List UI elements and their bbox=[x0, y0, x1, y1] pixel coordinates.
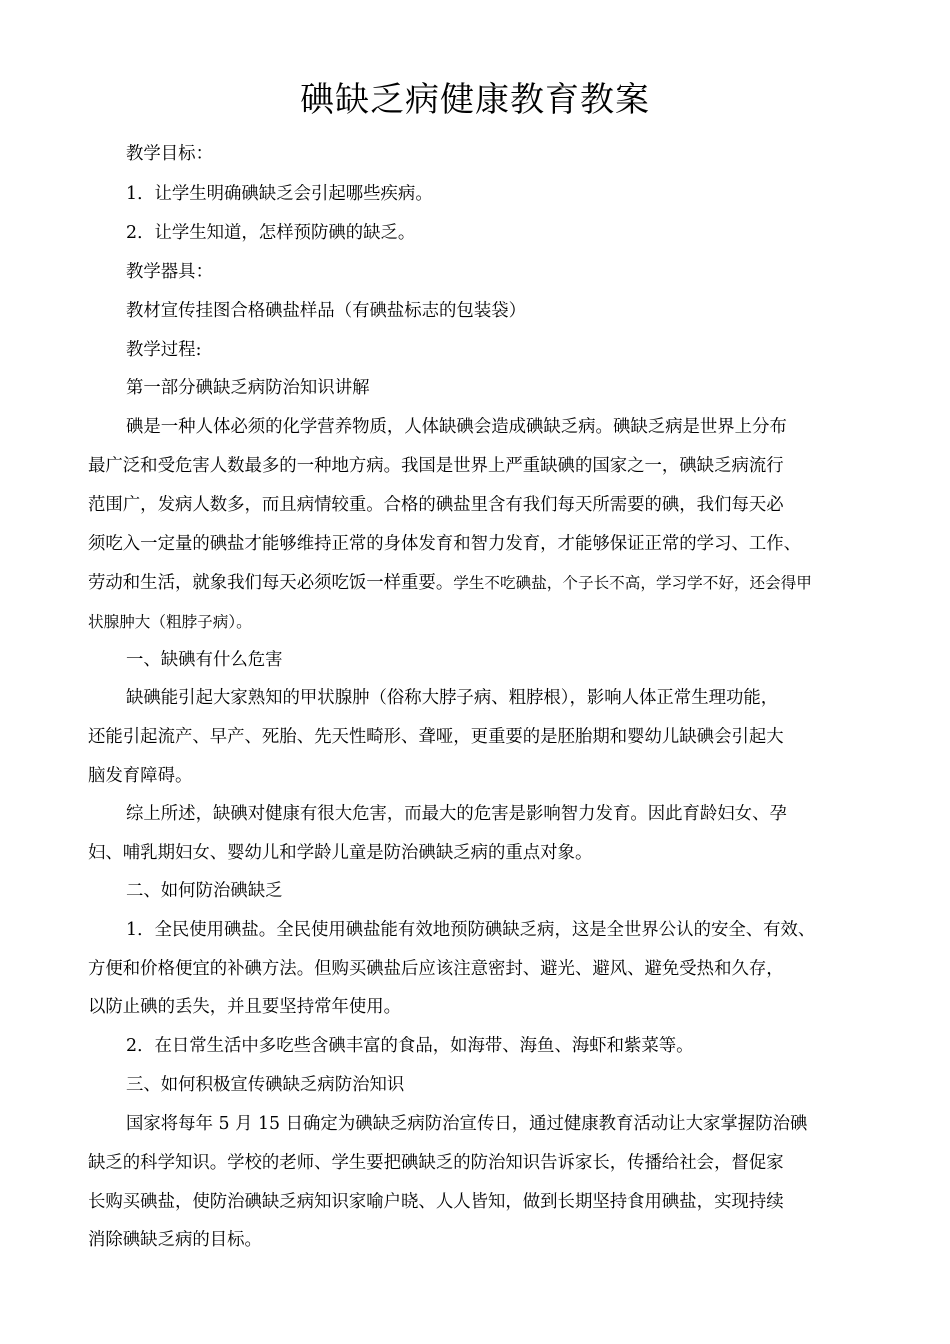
objectives-heading: 教学目标： bbox=[126, 144, 213, 164]
summary-line-2: 妇、哺乳期妇女、婴幼儿和学龄儿童是防治碘缺乏病的重点对象。 bbox=[88, 843, 593, 863]
document-title: 碘缺乏病健康教育教案 bbox=[300, 80, 650, 120]
section1-heading: 一、缺碘有什么危害 bbox=[126, 650, 283, 670]
intro-line-3: 范围广，发病人数多，而且病情较重。合格的碘盐里含有我们每天所需要的碘，我们每天必 bbox=[88, 495, 784, 515]
intro-line-2: 最广泛和受危害人数最多的一种地方病。我国是世界上严重缺碘的国家之一，碘缺乏病流行 bbox=[88, 456, 784, 476]
intro-line-5-part-a: 劳动和生活，就象我们每天必须吃饭一样重要。 bbox=[88, 573, 454, 593]
tools-heading: 教学器具： bbox=[126, 262, 213, 282]
section2-item1-line-3: 以防止碘的丢失，并且要坚持常年使用。 bbox=[88, 997, 402, 1017]
process-heading: 教学过程: bbox=[126, 340, 202, 360]
section3-line-2: 缺乏的科学知识。学校的老师、学生要把碘缺乏的防治知识告诉家长，传播给社会，督促家 bbox=[88, 1153, 784, 1173]
section3-line-4: 消除碘缺乏病的目标。 bbox=[88, 1230, 262, 1250]
section3-line-1: 国家将每年 5 月 15 日确定为碘缺乏病防治宣传日，通过健康教育活动让大家掌握防治碘 bbox=[126, 1114, 808, 1134]
section2-item2: 2．在日常生活中多吃些含碘丰富的食品，如海带、海鱼、海虾和紫菜等。 bbox=[126, 1036, 694, 1056]
section1-line-3: 脑发育障碍。 bbox=[88, 766, 193, 786]
intro-line-1: 碘是一种人体必须的化学营养物质，人体缺碘会造成碘缺乏病。碘缺乏病是世界上分布 bbox=[126, 417, 787, 437]
section2-heading: 二、如何防治碘缺乏 bbox=[126, 881, 283, 901]
section1-line-2: 还能引起流产、早产、死胎、先天性畸形、聋哑，更重要的是胚胎期和婴幼儿缺碘会引起大 bbox=[88, 727, 784, 747]
section1-line-1: 缺碘能引起大家熟知的甲状腺肿（俗称大脖子病、粗脖根），影响人体正常生理功能， bbox=[126, 688, 779, 708]
section2-item1-line-2: 方便和价格便宜的补碘方法。但购买碘盐后应该注意密封、避光、避风、避免受热和久存， bbox=[88, 959, 784, 979]
intro-line-5-part-b: 学生不吃碘盐，个子长不高，学习学不好，还会得甲 bbox=[453, 574, 812, 592]
objective-item-2: 2．让学生知道，怎样预防碘的缺乏。 bbox=[126, 223, 416, 243]
summary-line-1: 综上所述，缺碘对健康有很大危害，而最大的危害是影响智力发育。因此育龄妇女、孕 bbox=[126, 804, 787, 824]
intro-line-5 bbox=[88, 571, 812, 595]
section3-line-3: 长购买碘盐，使防治碘缺乏病知识家喻户晓、人人皆知，做到长期坚持食用碘盐，实现持续 bbox=[88, 1192, 784, 1212]
intro-line-4: 须吃入一定量的碘盐才能够维持正常的身体发育和智力发育，才能够保证正常的学习、工作、 bbox=[88, 534, 802, 554]
part1-heading: 第一部分碘缺乏病防治知识讲解 bbox=[126, 378, 370, 398]
section2-item1-line-1: 1．全民使用碘盐。全民使用碘盐能有效地预防碘缺乏病，这是全世界公认的安全、有效、 bbox=[126, 920, 816, 940]
section3-heading: 三、如何积极宣传碘缺乏病防治知识 bbox=[126, 1075, 405, 1095]
tools-text: 教材宣传挂图合格碘盐样品（有碘盐标志的包装袋） bbox=[126, 301, 526, 321]
intro-line-6: 状腺肿大（粗脖子病）。 bbox=[88, 613, 252, 631]
objective-item-1: 1．让学生明确碘缺乏会引起哪些疾病。 bbox=[126, 184, 433, 204]
